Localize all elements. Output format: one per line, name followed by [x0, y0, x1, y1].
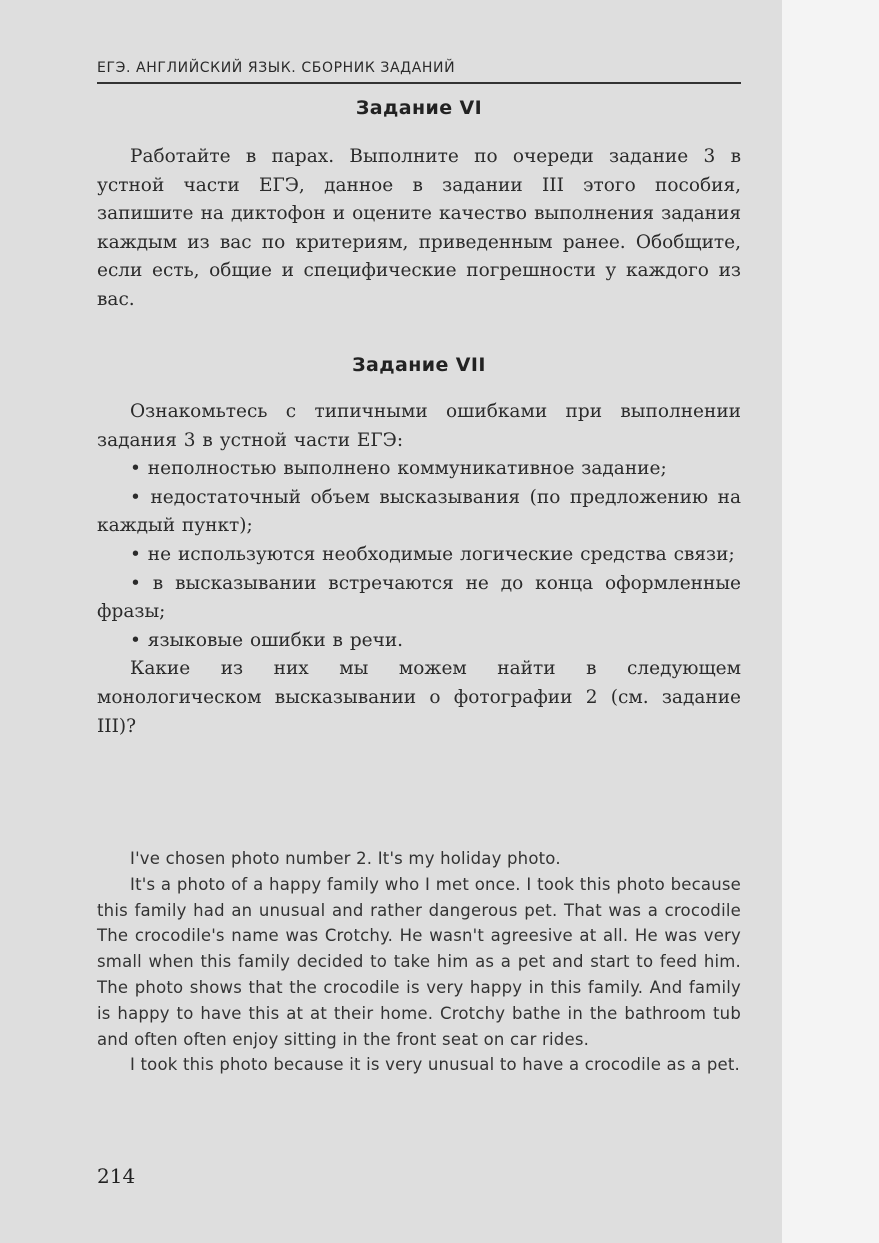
error-item: • языковые ошибки в речи.: [130, 629, 404, 651]
error-item: • в высказывании встречаются не до конца оформленные фразы;: [97, 572, 741, 623]
task-7-title: Задание VII: [352, 354, 486, 376]
task-6-paragraph: Работайте в парах. Выполните по очереди задание 3 в устной части ЕГЭ, данное в задании III этого пособия, запишите на диктофон и оцените качество выполнения задания каждым из вас по критериям, приведенным ранее. Обобщите, если есть, общие и специфические погрешности у каждого из вас.: [97, 146, 741, 310]
task-6-text: [97, 143, 741, 315]
task-7-question: Какие из них мы можем найти в следующем монологическом высказывании о фотографии 2 (см. задание III)?: [97, 658, 741, 737]
error-item: • не используются необходимые логические средства связи;: [130, 543, 735, 565]
task-7-intro: Ознакомьтесь с типичными ошибками при выполнении задания 3 в устной части ЕГЭ:: [97, 401, 741, 451]
monologue-paragraph: I've chosen photo number 2. It's my holiday photo.: [130, 849, 561, 868]
monologue-paragraph: I took this photo because it is very unusual to have a crocodile as a pet.: [130, 1055, 740, 1075]
error-item: • недостаточный объем высказывания (по предложению на каждый пункт);: [97, 486, 741, 537]
header-rule: [97, 82, 741, 84]
monologue-paragraph: It's a photo of a happy family who I met once. I took this photo because this family had an unusual and rather dangerous pet. That was a crocodile The crocodile's name was Crotchy. He wasn't agreesive at all. He was very small when this family decided to take him as a pet and start to feed him. The photo shows that the crocodile is very happy in this family. And family is happy to have this at at their home. Crotchy bathe in the bathroom tub and often often enjoy sitting in the front seat on car rides.: [97, 874, 741, 1049]
page-edge: [782, 0, 879, 1243]
monologue: [97, 846, 741, 1078]
task-6-title: Задание VI: [355, 97, 483, 119]
running-head: ЕГЭ. АНГЛИЙСКИЙ ЯЗЫК. СБОРНИК ЗАДАНИЙ: [97, 60, 456, 76]
error-item: • неполностью выполнено коммуникативное задание;: [130, 458, 667, 480]
task-7-text: [97, 398, 741, 741]
page-number: 214: [97, 1164, 136, 1188]
